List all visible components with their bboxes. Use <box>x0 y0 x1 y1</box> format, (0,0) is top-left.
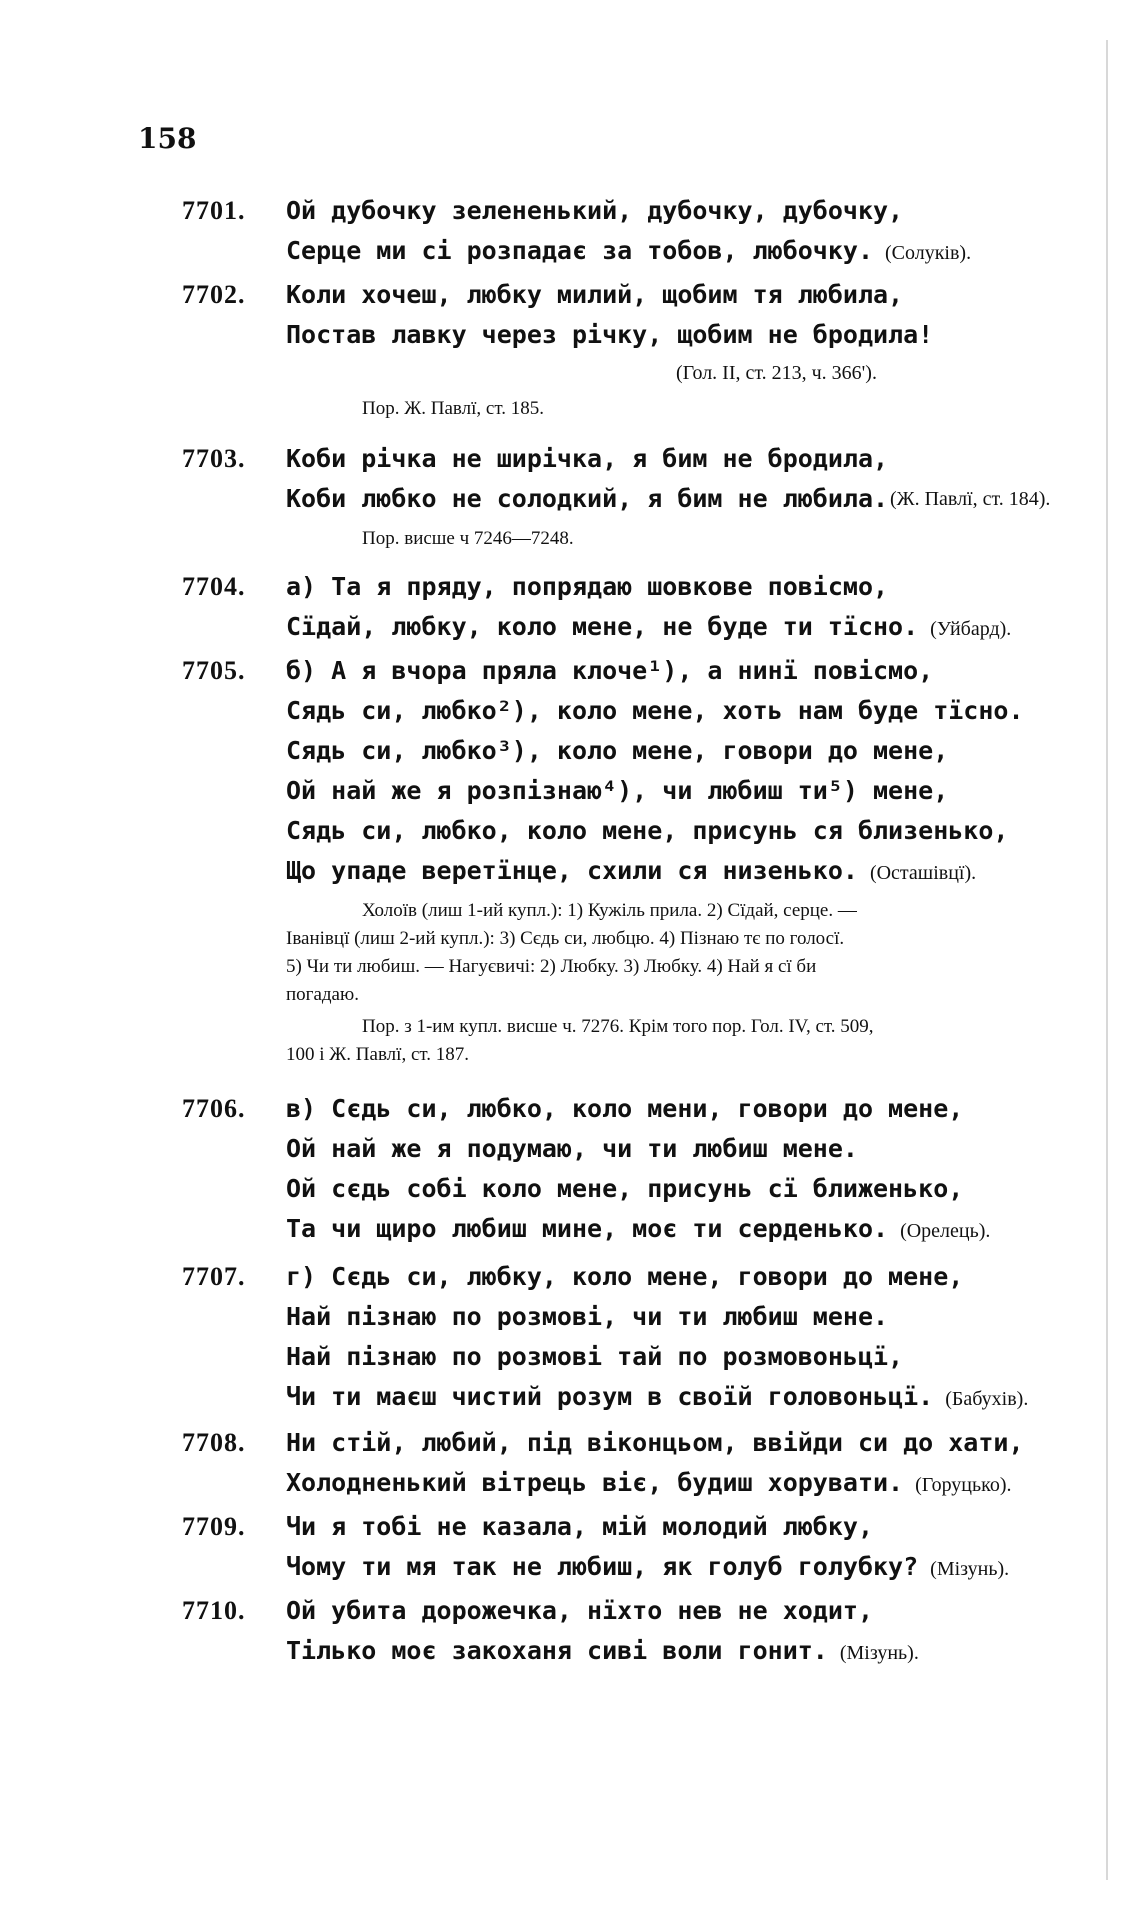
verse-line <box>286 856 976 885</box>
entry-number: 7707. <box>182 1262 246 1291</box>
verse-line: Коли хочеш, любку милий, щобим тя любила, <box>286 280 904 309</box>
entry-number: 7710. <box>182 1596 246 1625</box>
source-attribution: (Мізунь). <box>839 1642 919 1664</box>
verse-line: Ой дубочку зелененький, дубочку, дубочку, <box>286 196 904 225</box>
verse-line: Ни стій, любий, під віконцьом, ввійди си до хати, <box>286 1428 1024 1457</box>
verse-line: Чи я тобі не казала, мій молодий любку, <box>286 1512 873 1541</box>
verse-line-text: Коби любко не солодкий, я бим не любила. <box>286 484 889 513</box>
verse-line: Ой най же я подумаю, чи ти любиш мене. <box>286 1134 858 1163</box>
variant-note: Іванівцї (лиш 2-ий купл.): 3) Сєдь си, любцю. 4) Пізнаю тє по голосї. <box>286 928 845 949</box>
verse-line: Най пізнаю по розмові тай по розмовоньцї, <box>286 1342 904 1371</box>
source-attribution: (Орелець). <box>900 1220 991 1242</box>
verse-line-text: Та чи щиро любиш мине, моє ти серденько. <box>286 1214 889 1243</box>
variant-note: погадаю. <box>286 984 359 1005</box>
verse-line-text: Тілько моє закоханя сиві воли гонит. <box>286 1636 828 1665</box>
verse-line: Ой сєдь собі коло мене, присунь сї ближенько, <box>286 1174 964 1203</box>
verse-line <box>286 1552 1009 1581</box>
page-edge-line <box>1106 40 1108 1880</box>
verse-line <box>286 1382 1028 1411</box>
source-attribution: (Ж. Павлї, ст. 184). <box>890 488 1051 510</box>
entry-number: 7701. <box>182 196 246 225</box>
entry-number: 7702. <box>182 280 246 309</box>
verse-line: Сядь си, любко, коло мене, присунь ся близенько, <box>286 816 1009 845</box>
entry-number: 7704. <box>182 572 246 601</box>
verse-line <box>286 484 888 513</box>
verse-line <box>286 1636 919 1665</box>
source-attribution: (Гол. II, ст. 213, ч. 366'). <box>676 362 877 384</box>
verse-line: в) Сєдь си, любко, коло мени, говори до мене, <box>286 1094 964 1123</box>
cross-reference-note: Пор. з 1-им купл. висше ч. 7276. Крім того пор. Гол. IV, ст. 509, <box>362 1016 874 1037</box>
entry-number: 7706. <box>182 1094 246 1123</box>
verse-line: Коби річка не ширічка, я бим не бродила, <box>286 444 889 473</box>
entry-number: 7703. <box>182 444 246 473</box>
verse-line-text: Холодненький вітрець віє, будиш хорувати. <box>286 1468 904 1497</box>
entry-number: 7709. <box>182 1512 246 1541</box>
entry-number: 7708. <box>182 1428 246 1457</box>
entry-number: 7705. <box>182 656 246 685</box>
source-attribution: (Мізунь). <box>930 1558 1010 1580</box>
verse-line <box>286 1468 1012 1497</box>
verse-line-text: Чи ти маєш чистий розум в своїй головоньцї. <box>286 1382 934 1411</box>
source-attribution: (Уйбард). <box>930 618 1012 640</box>
source-attribution: (Бабухів). <box>945 1388 1029 1410</box>
variant-note: 5) Чи ти любиш. — Нагуєвичі: 2) Любку. 3) Любку. 4) Най я сї би <box>286 956 817 977</box>
verse-line-text: Сїдай, любку, коло мене, не буде ти тїсно. <box>286 612 919 641</box>
cross-reference-note: Пор. Ж. Павлї, ст. 185. <box>362 398 544 419</box>
verse-line: Сядь си, любко²), коло мене, хоть нам буде тїсно. <box>286 696 1024 725</box>
verse-line-text: Що упаде веретїнце, схили ся низенько. <box>286 856 858 885</box>
verse-line: Ой убита дорожечка, нїхто нев не ходит, <box>286 1596 873 1625</box>
verse-line-text: Чому ти мя так не любиш, як голуб голубку? <box>286 1552 919 1581</box>
verse-line: а) Та я пряду, попрядаю шовкове повісмо, <box>286 572 889 601</box>
source-attribution: (Солуків). <box>885 242 972 264</box>
verse-line <box>286 1214 990 1243</box>
verse-line: Сядь си, любко³), коло мене, говори до мене, <box>286 736 949 765</box>
verse-line: б) А я вчора пряла клоче¹), а нинї повісмо, <box>286 656 934 685</box>
cross-reference-note: 100 і Ж. Павлї, ст. 187. <box>286 1044 469 1065</box>
cross-reference-note: Пор. висше ч 7246—7248. <box>362 528 574 549</box>
verse-line <box>286 236 971 265</box>
verse-line-text: Серце ми сі розпадає за тобов, любочку. <box>286 236 873 265</box>
verse-line: Постав лавку через річку, щобим не бродила! <box>286 320 934 349</box>
source-attribution: (Осташівцї). <box>869 862 977 884</box>
verse-line: Ой най же я розпізнаю⁴), чи любиш ти⁵) мене, <box>286 776 949 805</box>
source-attribution: (Горуцько). <box>915 1474 1012 1496</box>
verse-line <box>286 612 1011 641</box>
verse-line: г) Сєдь си, любку, коло мене, говори до мене, <box>286 1262 964 1291</box>
variant-note: Холоїв (лиш 1-ий купл.): 1) Кужіль прила. 2) Сїдай, серце. — <box>362 900 857 921</box>
page-number: 158 <box>138 122 197 155</box>
verse-line: Най пізнаю по розмові, чи ти любиш мене. <box>286 1302 889 1331</box>
